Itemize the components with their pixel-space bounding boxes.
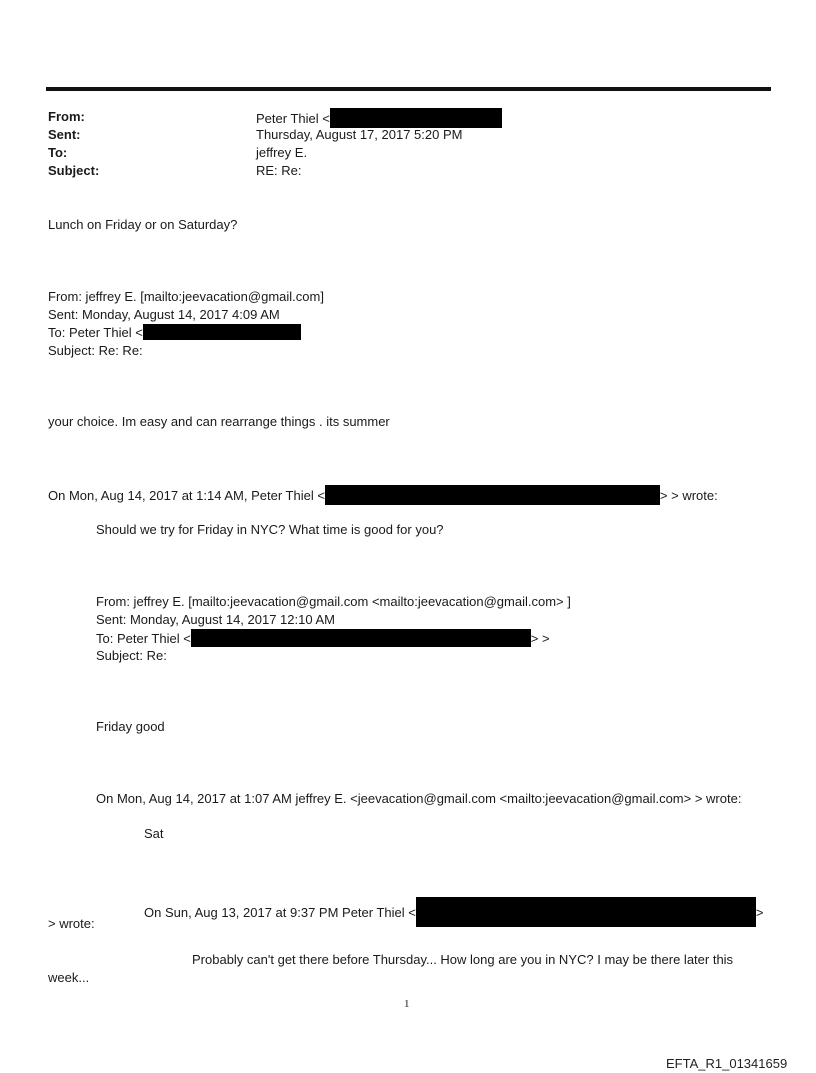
on-mon-line-1 <box>48 485 718 505</box>
redaction-box <box>330 108 502 128</box>
page-number: 1 <box>404 998 410 1010</box>
on-sun-wrap: > wrote: <box>48 916 95 931</box>
on-sun-prefix: On Sun, Aug 13, 2017 at 9:37 PM Peter Thiel < <box>144 905 416 920</box>
quoted1-sent: Sent: Monday, August 14, 2017 4:09 AM <box>48 307 280 322</box>
message-choice: your choice. Im easy and can rearrange things . its summer <box>48 414 390 429</box>
from-value-text: Peter Thiel < <box>256 111 330 126</box>
redaction-box <box>416 897 756 927</box>
header-rule <box>46 87 771 91</box>
quoted2-subject: Subject: Re: <box>96 648 167 663</box>
message-thursday-line2: week... <box>48 970 90 985</box>
quoted2-to-text: To: Peter Thiel < <box>96 631 191 646</box>
on-sun-suffix: > <box>755 905 764 920</box>
on-mon-line-2: On Mon, Aug 14, 2017 at 1:07 AM jeffrey E. <jeevacation@gmail.com <mailto:jeevacation@gmail.com> > wrote: <box>96 791 742 806</box>
message-friday-nyc: Should we try for Friday in NYC? What time is good for you? <box>96 522 444 537</box>
redaction-box <box>143 324 301 340</box>
from-label: From: <box>48 109 85 124</box>
quoted1-subject: Subject: Re: Re: <box>48 343 143 358</box>
quoted1-to-text: To: Peter Thiel < <box>48 325 143 340</box>
sent-label: Sent: <box>48 127 81 142</box>
message-lunch: Lunch on Friday or on Saturday? <box>48 217 238 232</box>
redaction-box <box>191 629 531 647</box>
to-label: To: <box>48 145 68 160</box>
subject-label: Subject: <box>48 163 100 178</box>
from-value <box>256 108 502 128</box>
quoted1-to <box>48 324 301 342</box>
quoted2-to-suffix: > > <box>530 631 550 646</box>
message-sat: Sat <box>144 826 164 841</box>
on-mon-1-prefix: On Mon, Aug 14, 2017 at 1:14 AM, Peter Thiel < <box>48 488 325 503</box>
message-thursday-line1: Probably can't get there before Thursday... How long are you in NYC? I may be there later this <box>192 952 734 967</box>
quoted2-to <box>96 629 550 648</box>
quoted1-from: From: jeffrey E. [mailto:jeevacation@gmail.com] <box>48 289 324 304</box>
quoted2-from: From: jeffrey E. [mailto:jeevacation@gmail.com <mailto:jeevacation@gmail.com> ] <box>96 594 571 609</box>
redaction-box <box>325 485 660 505</box>
message-friday-good: Friday good <box>96 719 165 734</box>
on-mon-1-suffix: > > wrote: <box>659 488 718 503</box>
subject-value: RE: Re: <box>256 163 302 178</box>
on-sun-line <box>144 897 763 927</box>
quoted2-sent: Sent: Monday, August 14, 2017 12:10 AM <box>96 612 335 627</box>
document-id: EFTA_R1_01341659 <box>666 1056 788 1071</box>
sent-value: Thursday, August 17, 2017 5:20 PM <box>256 127 463 142</box>
to-value: jeffrey E. <box>256 145 308 160</box>
